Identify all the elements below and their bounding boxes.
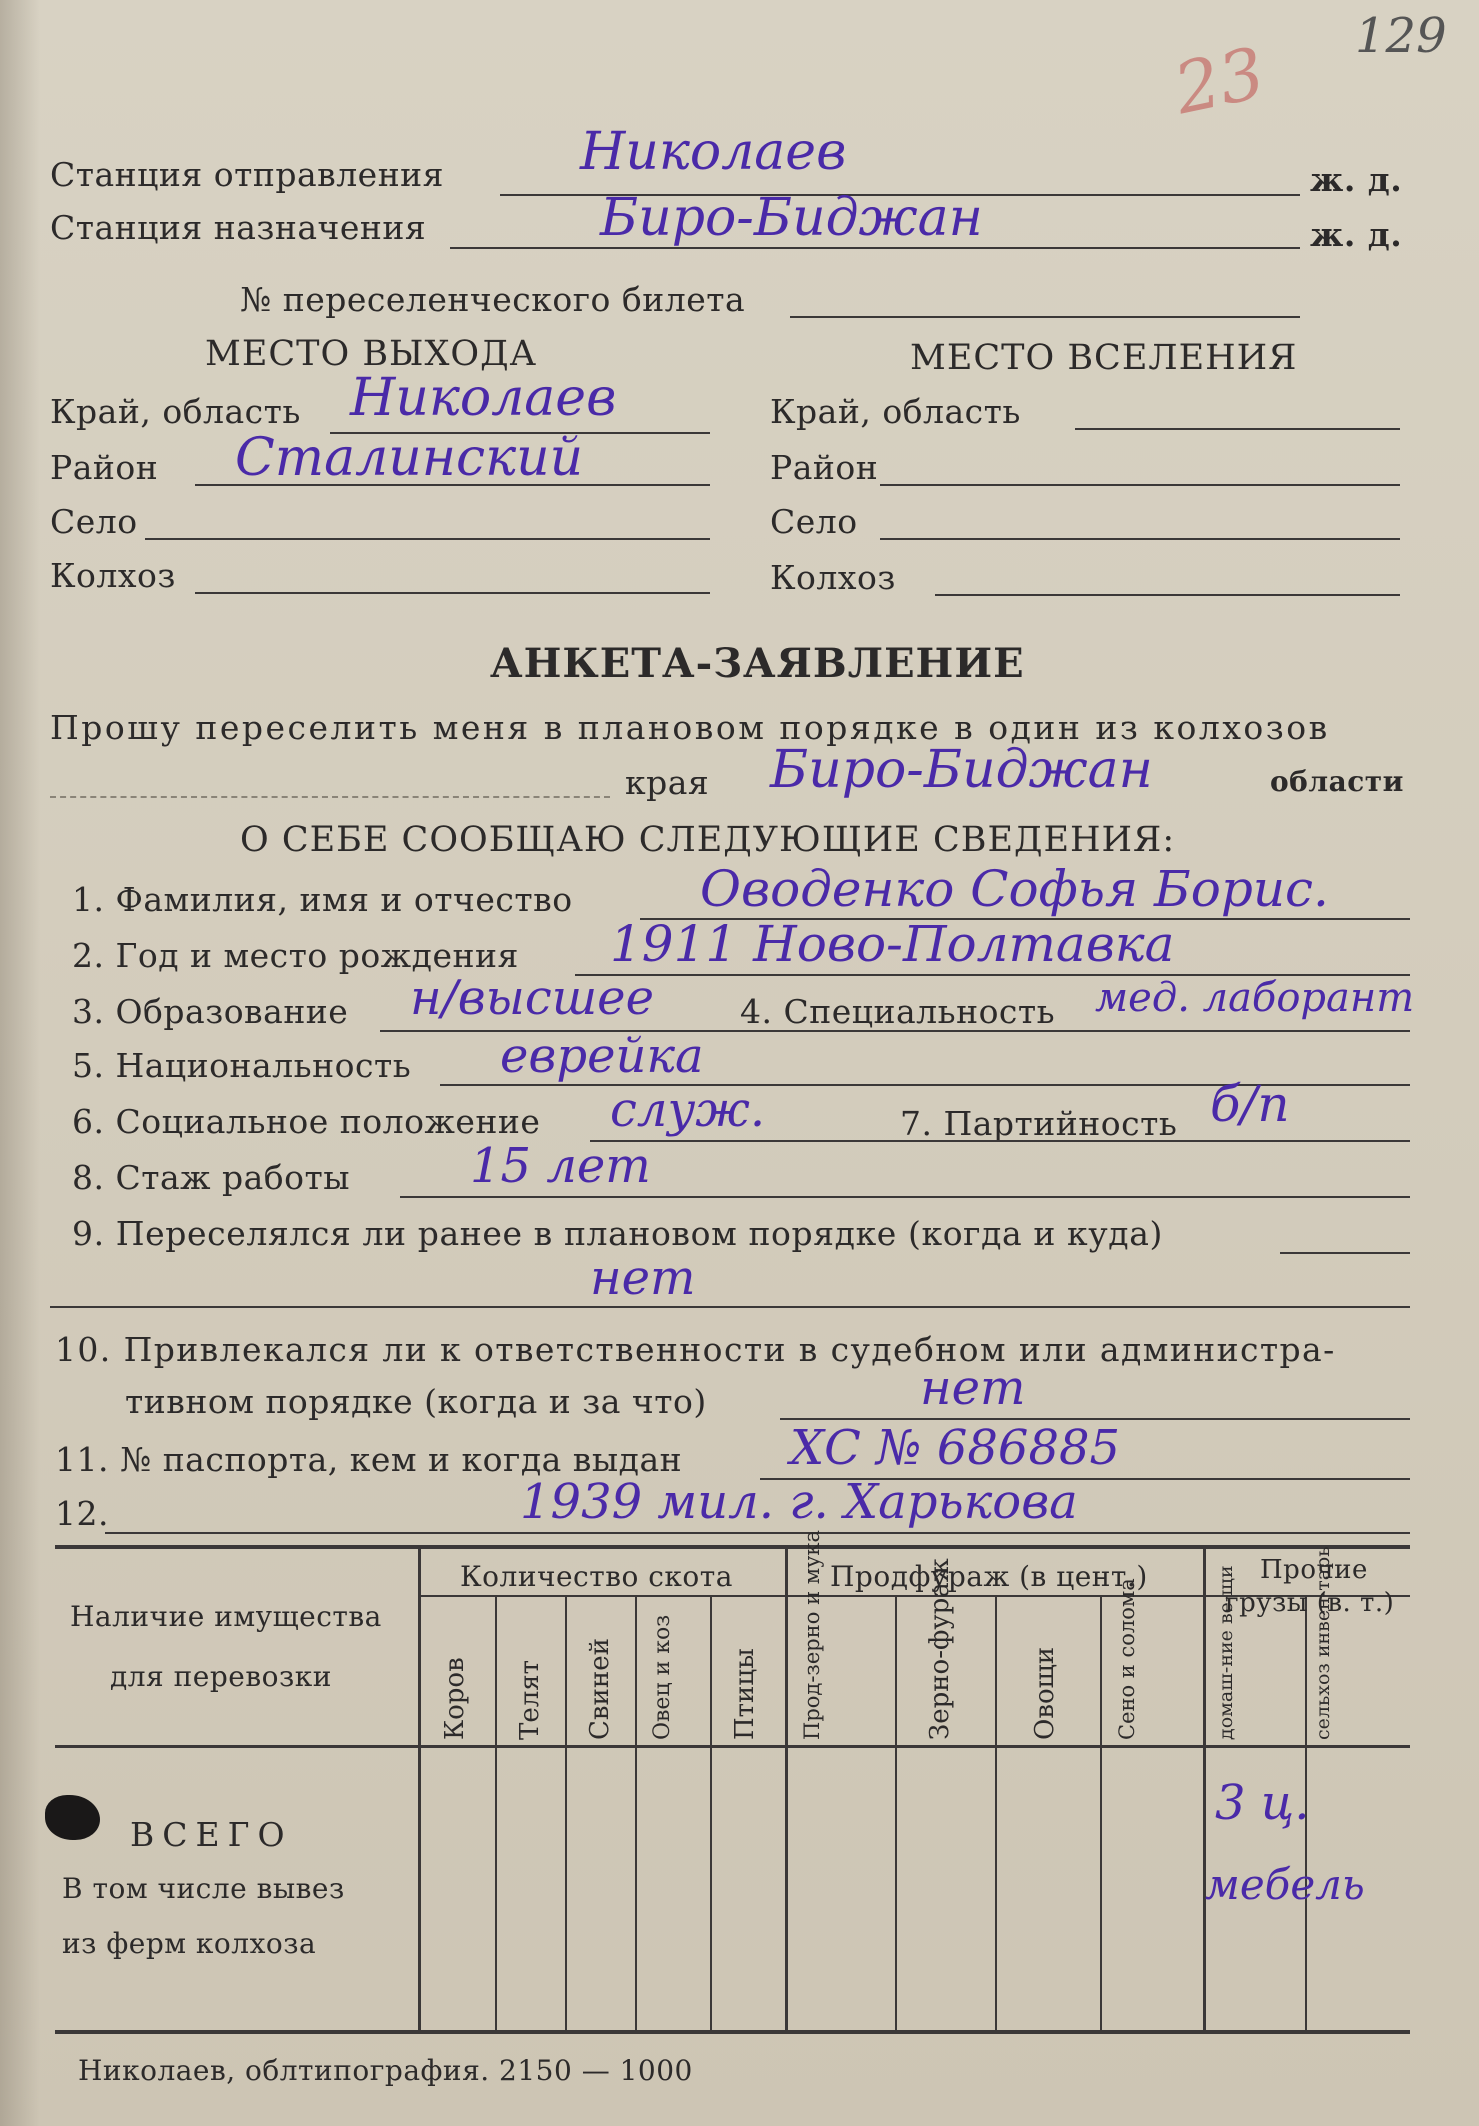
field-12-line xyxy=(105,1532,1410,1534)
field-10-label: 10. Привлекался ли к ответственности в судебном или администра- xyxy=(55,1330,1336,1369)
field-6-label: 6. Социальное положение xyxy=(72,1102,541,1141)
field-5-label: 5. Национальность xyxy=(72,1046,412,1085)
entry-village-line xyxy=(880,538,1400,540)
kray-label: края xyxy=(625,763,710,802)
group-fodder: Продфураж (в цент.) xyxy=(830,1560,1148,1593)
red-pencil-number: 23 xyxy=(1167,31,1272,131)
field-8-value: 15 лет xyxy=(470,1138,651,1194)
field-6-line xyxy=(590,1140,1410,1142)
field-3-label: 3. Образование xyxy=(72,992,349,1031)
exit-region-label: Край, область xyxy=(50,392,301,431)
entry-kolkhoz-label: Колхоз xyxy=(770,558,896,597)
entry-region-label: Край, область xyxy=(770,392,1021,431)
ticket-line xyxy=(790,316,1300,318)
oblast-label: области xyxy=(1270,765,1404,798)
field-6-value: служ. xyxy=(610,1082,766,1138)
field-2-value: 1911 Ново-Полтавка xyxy=(610,915,1175,973)
other-cargo-weight: 3 ц. xyxy=(1215,1775,1310,1831)
other-cargo-item: мебель xyxy=(1205,1860,1365,1909)
ink-blot xyxy=(45,1795,100,1840)
table-col-line xyxy=(418,1545,421,2032)
total-label: ВСЕГО xyxy=(130,1815,293,1854)
field-12-label: 12. xyxy=(55,1494,109,1533)
exit-village-line xyxy=(145,538,710,540)
request-text: Прошу переселить меня в плановом порядке в один из колхозов xyxy=(50,708,1330,747)
field-10-label-cont: тивном порядке (когда и за что) xyxy=(125,1382,707,1421)
exit-village-label: Село xyxy=(50,502,138,541)
table-bottom-border xyxy=(55,2030,1410,2034)
field-3-value: н/высшее xyxy=(410,970,654,1026)
table-col-line xyxy=(565,1597,567,2032)
col-header: сельхоз инвен-тарь xyxy=(1312,1546,1334,1740)
field-7-label: 7. Партийность xyxy=(900,1104,1178,1143)
exit-kolkhoz-label: Колхоз xyxy=(50,556,176,595)
col-header: Овощи xyxy=(1030,1646,1060,1740)
field-12-value: 1939 мил. г. Харькова xyxy=(520,1474,1078,1530)
sub-label-1: В том числе вывез xyxy=(62,1872,345,1905)
table-row-header-2: для перевозки xyxy=(110,1660,332,1693)
col-header: Сено и солома xyxy=(1115,1578,1139,1740)
table-row-header-1: Наличие имущества xyxy=(70,1600,382,1633)
col-header: Свиней xyxy=(585,1638,615,1740)
station-from-label: Станция отправления xyxy=(50,155,444,194)
field-10-value: нет xyxy=(920,1360,1026,1416)
rail-abbr-2: ж. д. xyxy=(1310,215,1403,254)
entry-title: МЕСТО ВСЕЛЕНИЯ xyxy=(910,338,1298,378)
field-9-line-b xyxy=(50,1306,1410,1308)
field-4-value: мед. лаборант xyxy=(1095,975,1415,1021)
entry-village-label: Село xyxy=(770,502,858,541)
kray-dashed-line xyxy=(50,796,610,798)
kray-value: Биро-Биджан xyxy=(770,740,1153,800)
imprint: Николаев, облтипография. 2150 — 1000 xyxy=(78,2054,693,2087)
exit-district-value: Сталинский xyxy=(235,428,584,488)
exit-region-value: Николаев xyxy=(350,368,617,428)
field-9-line-a xyxy=(1280,1252,1410,1254)
col-header: Овец и коз xyxy=(650,1614,675,1740)
field-1-label: 1. Фамилия, имя и отчество xyxy=(72,880,573,919)
station-from-value: Николаев xyxy=(580,122,847,182)
group-other-1: Прочие xyxy=(1260,1555,1368,1585)
exit-district-line xyxy=(195,484,710,486)
field-4-label: 4. Специальность xyxy=(740,992,1056,1031)
table-top-border xyxy=(55,1545,1410,1549)
table-col-line xyxy=(1203,1545,1206,2032)
exit-district-label: Район xyxy=(50,448,159,487)
station-to-line xyxy=(450,247,1300,249)
table-col-line xyxy=(785,1545,788,2032)
exit-kolkhoz-line xyxy=(195,592,710,594)
table-col-line xyxy=(710,1597,712,2032)
entry-district-line xyxy=(880,484,1400,486)
field-9-label: 9. Переселялся ли ранее в плановом порядке (когда и куда) xyxy=(72,1214,1163,1253)
col-header: Коров xyxy=(440,1657,470,1740)
entry-kolkhoz-line xyxy=(935,594,1400,596)
group-other-2: грузы (в. т.) xyxy=(1225,1588,1395,1618)
entry-district-label: Район xyxy=(770,448,879,487)
table-col-line xyxy=(635,1597,637,2032)
field-1-value: Оводенко Софья Борис. xyxy=(700,860,1329,918)
table-col-line xyxy=(495,1597,497,2032)
field-7-value: б/п xyxy=(1210,1075,1290,1133)
col-header: Телят xyxy=(515,1659,545,1740)
rail-abbr-1: ж. д. xyxy=(1310,160,1403,199)
ticket-label: № переселенческого билета xyxy=(240,280,746,319)
table-col-line xyxy=(1100,1597,1102,2032)
station-to-value: Биро-Биджан xyxy=(600,188,983,248)
col-header: Зерно-фураж xyxy=(925,1558,955,1740)
group-livestock: Количество скота xyxy=(460,1560,733,1593)
table-col-line xyxy=(995,1597,997,2032)
entry-region-line xyxy=(1075,428,1400,430)
station-to-label: Станция назначения xyxy=(50,208,427,247)
col-header: Прод-зерно и мука xyxy=(800,1529,824,1740)
archive-page-number: 129 xyxy=(1355,8,1447,64)
exit-title: МЕСТО ВЫХОДА xyxy=(205,334,538,374)
col-header: домаш-ние ве-щи xyxy=(1215,1565,1237,1740)
form-title: АНКЕТА-ЗАЯВЛЕНИЕ xyxy=(490,640,1025,687)
info-title: О СЕБЕ СООБЩАЮ СЛЕДУЮЩИЕ СВЕДЕНИЯ: xyxy=(240,820,1176,860)
field-9-value: нет xyxy=(590,1250,696,1306)
paper-shadow xyxy=(0,0,40,2126)
field-11-label: 11. № паспорта, кем и когда выдан xyxy=(55,1440,683,1479)
field-5-value: еврейка xyxy=(500,1028,704,1084)
field-8-line xyxy=(400,1196,1410,1198)
table-header-border xyxy=(55,1745,1410,1748)
table-col-line xyxy=(895,1597,897,2032)
field-11-value: ХС № 686885 xyxy=(790,1420,1121,1476)
field-8-label: 8. Стаж работы xyxy=(72,1158,351,1197)
col-header: Птицы xyxy=(730,1648,760,1740)
field-2-label: 2. Год и место рождения xyxy=(72,936,519,975)
sub-label-2: из ферм колхоза xyxy=(62,1927,317,1960)
